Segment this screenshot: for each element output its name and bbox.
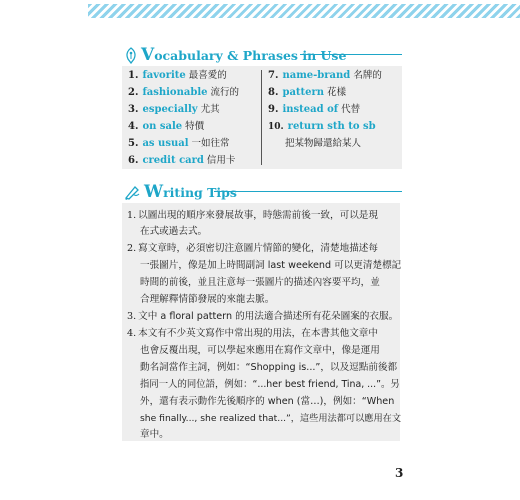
- tip-line: 一張圖片，像是加上時間副詞 last weekend 可以更清楚標記: [140, 260, 402, 271]
- vocab-title-text: ocabulary & Phrases in Use: [154, 47, 347, 63]
- header-stripe-band: [88, 4, 520, 18]
- vocab-item: 5. as usual 一如往常: [128, 138, 230, 149]
- tip-line: 2. 寫文章時，必須密切注意圖片情節的變化，清楚地描述每: [127, 243, 378, 254]
- tip-line: 也會反覆出現，可以學起來應用在寫作文章中，像是運用: [140, 345, 380, 356]
- tip-line: 3. 文中 a floral pattern 的用法適合描述所有花朵圖案的衣服。: [127, 311, 399, 322]
- pen-nib-icon: [124, 47, 138, 64]
- vocab-item: 3. especially 尤其: [128, 104, 220, 115]
- vocab-section-title: [124, 45, 346, 65]
- tip-line: 章中。: [140, 429, 169, 440]
- vocab-item: 6. credit card 信用卡: [128, 155, 236, 166]
- tip-line: 4. 本文有不少英文寫作中常出現的用法，在本書其他文章中: [127, 328, 378, 339]
- tip-line: 時間的前後，並且注意每一張圖片的描述內容要平均，並: [140, 277, 380, 288]
- vocab-item: 1. favorite 最喜愛的: [128, 70, 227, 81]
- vocab-item: 8. pattern 花樣: [268, 87, 347, 98]
- tip-line: 在式或過去式。: [140, 226, 208, 237]
- vocab-title-initial: V: [141, 45, 155, 65]
- tips-title-text: riting Tips: [163, 184, 237, 200]
- vocab-divider: [261, 70, 262, 165]
- vocab-item: 10. return sth to sb: [268, 121, 376, 132]
- tip-line: 外，還有表示動作先後順序的 when (當…)，例如：“When: [140, 396, 395, 407]
- tip-line: 動名詞當作主詞，例如：“Shopping is...”，以及逗點前後都: [140, 362, 398, 373]
- vocab-item-10-translation: 把某物歸還給某人: [285, 138, 362, 149]
- vocab-item: 9. instead of 代替: [268, 104, 361, 115]
- vocab-title-rule: [300, 54, 402, 55]
- tip-line: 合理解釋情節發展的來龍去脈。: [140, 294, 275, 305]
- vocab-item: 2. fashionable 流行的: [128, 87, 240, 98]
- tips-section-title: [124, 182, 237, 202]
- writing-hand-icon: [124, 184, 141, 201]
- tips-title-rule: [214, 191, 402, 192]
- vocab-item: 7. name-brand 名牌的: [268, 70, 382, 81]
- tip-line: she finally..., she realized that...”，這些用法都可以應用在文: [140, 413, 402, 424]
- tips-title-initial: W: [144, 182, 164, 202]
- tip-line: 指同一人的同位語，例如：“...her best friend, Tina, ...”。另: [140, 379, 400, 390]
- vocab-item: 4. on sale 特價: [128, 121, 205, 132]
- page-number: 3: [395, 466, 404, 480]
- tip-line: 1. 以圖出現的順序來發展故事，時態需前後一致，可以是現: [127, 210, 378, 221]
